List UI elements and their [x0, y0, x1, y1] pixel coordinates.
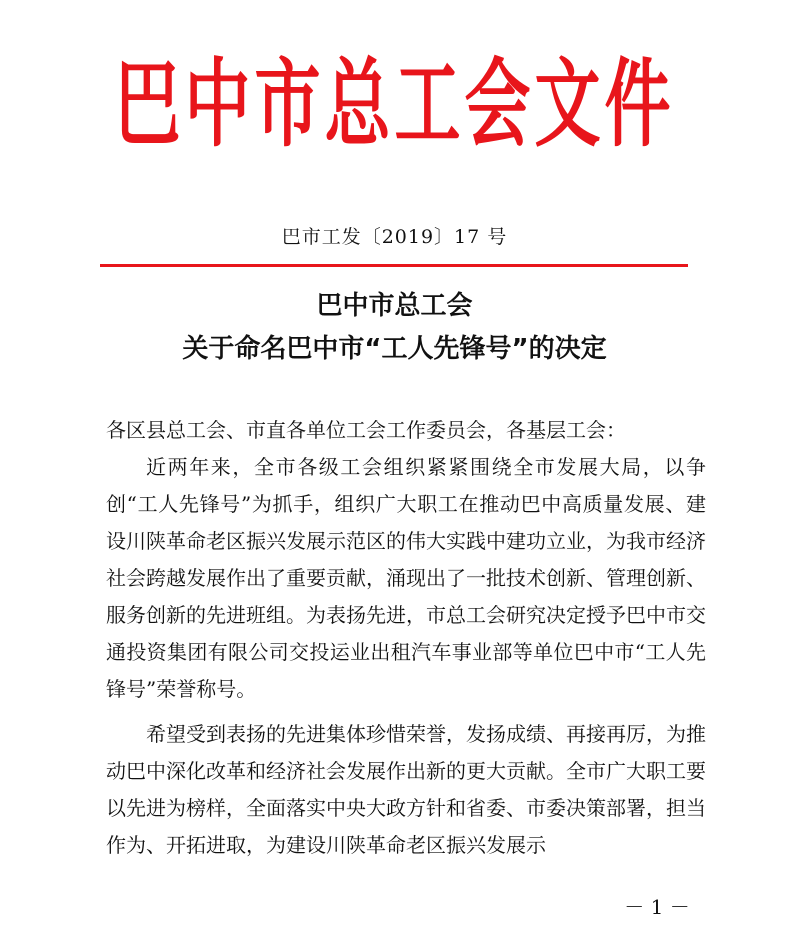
body-paragraph-2: 希望受到表扬的先进集体珍惜荣誉，发扬成绩、再接再厉，为推动巴中深化改革和经济社会发展作出新的更大贡献。全市广大职工要以先进为榜样，全面落实中央大政方针和省委、市委决策部署，担当作为、开拓进取，为建设川陕革命老区振兴发展示 — [106, 722, 706, 857]
document-body — [106, 412, 706, 864]
salutation: 各区县总工会、市直各单位工会工作委员会，各基层工会： — [106, 418, 626, 442]
document-title-line-2: 关于命名巴中市“工人先锋号”的决定 — [182, 334, 607, 364]
document-header-title: 巴中市总工会文件 — [114, 48, 675, 161]
page-number: － 1 － — [624, 895, 690, 919]
document-title-line-1: 巴中市总工会 — [316, 291, 473, 321]
header-red-rule — [100, 264, 688, 267]
body-paragraph-1: 近两年来，全市各级工会组织紧紧围绕全市发展大局，以争创“工人先锋号”为抓手，组织广大职工在推动巴中高质量发展、建设川陕革命老区振兴发展示范区的伟大实践中建功立业，为我市经济社会跨越发展作出了重要贡献，涌现出了一批技术创新、管理创新、服务创新的先进班组。为表扬先进，市总工会研究决定授予巴中市交通投资集团有限公司交投运业出租汽车事业部等单位巴中市“工人先锋号”荣誉称号。 — [106, 455, 706, 701]
document-number: 巴市工发〔2019〕17 号 — [281, 226, 508, 248]
